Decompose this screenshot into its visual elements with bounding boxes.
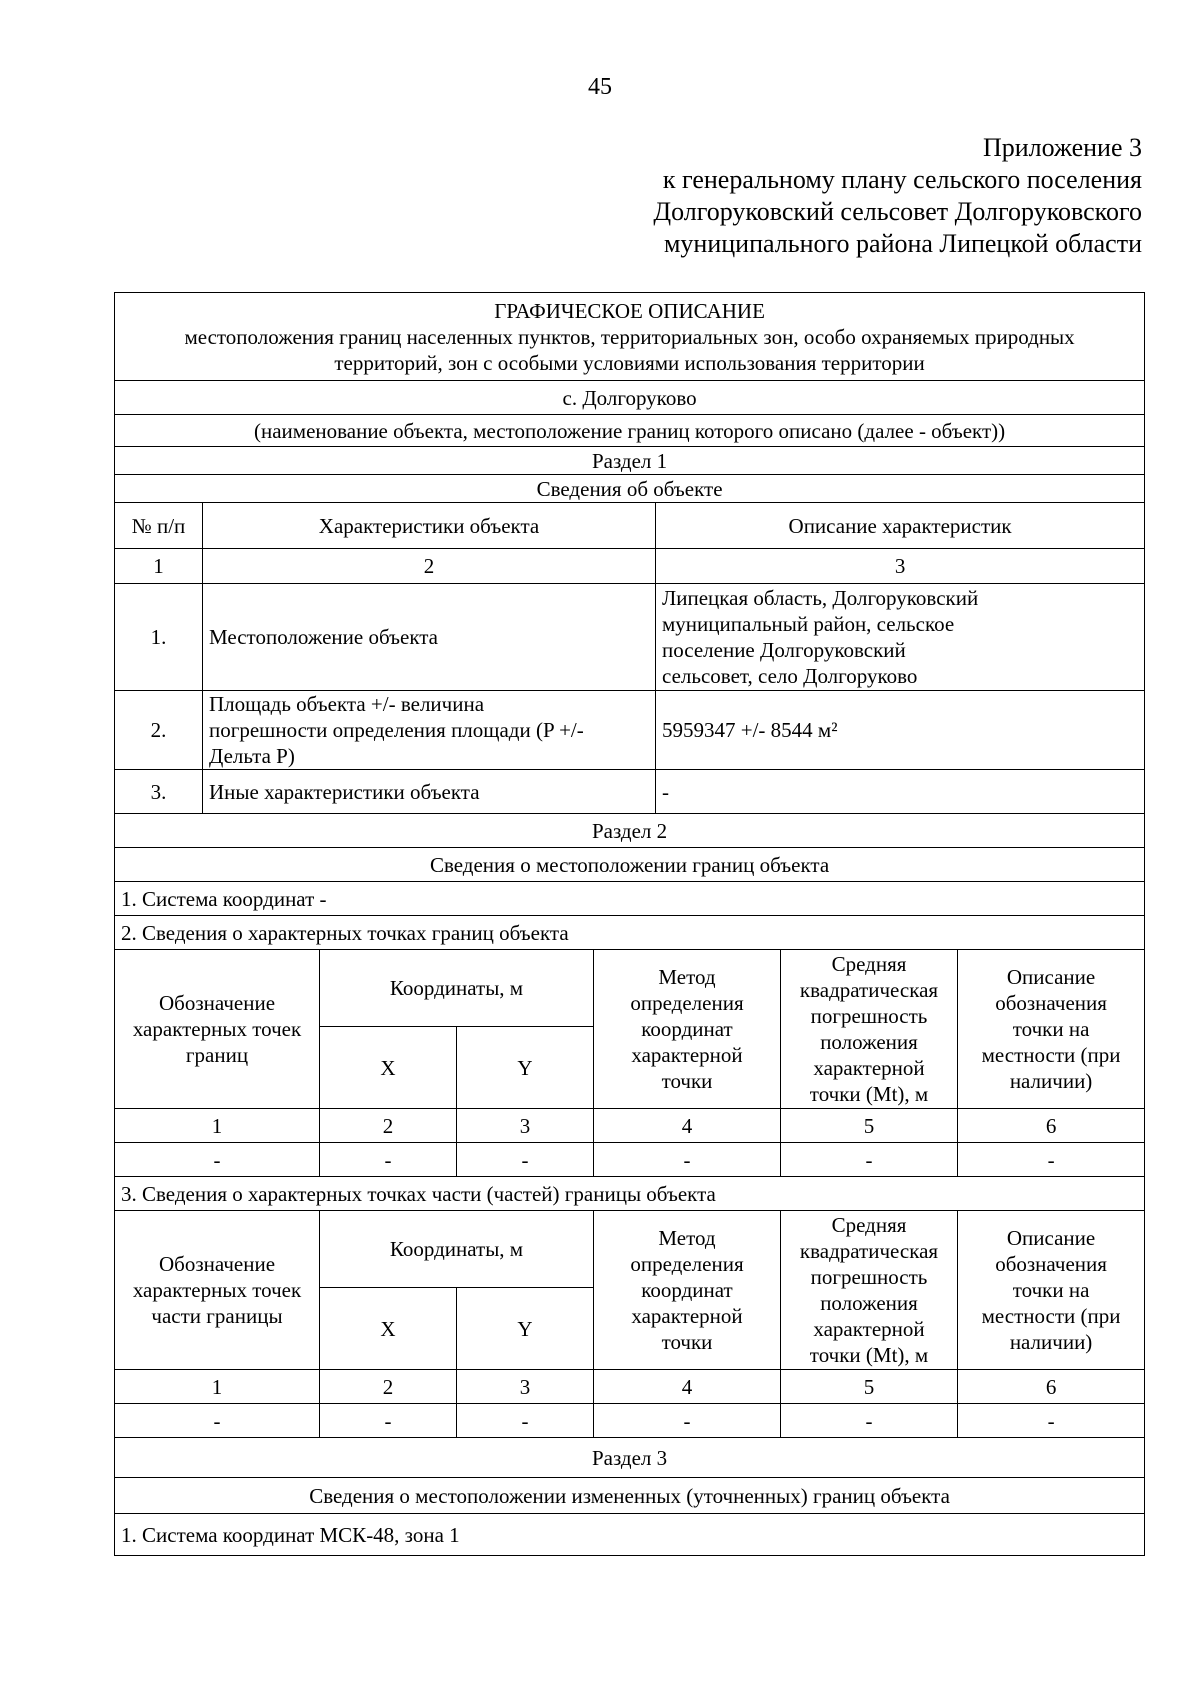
header-line: точки	[661, 1330, 713, 1354]
points-col-numbers	[115, 1109, 1145, 1143]
header-line: характерной	[631, 1304, 743, 1328]
header-line: определения	[630, 1252, 744, 1276]
header-line: квадратическая	[799, 1239, 939, 1263]
column-number: 6	[958, 1109, 1145, 1143]
object-name: с. Долгоруково	[115, 381, 1145, 415]
section3-title: Раздел 3	[115, 1438, 1145, 1478]
header-line: положения	[820, 1291, 918, 1315]
table-row	[115, 916, 1145, 950]
table-row	[115, 447, 1145, 475]
column-number: 5	[781, 1109, 958, 1143]
method-header	[594, 1211, 781, 1370]
table-row	[115, 1404, 1145, 1438]
header-line: наличии)	[1009, 1330, 1093, 1354]
section1-title: Раздел 1	[115, 447, 1145, 475]
header-line: характерной	[813, 1056, 925, 1080]
description-line: муниципальный район, сельское	[662, 612, 955, 636]
header-line: характерной	[631, 1043, 743, 1067]
x-header: X	[320, 1027, 457, 1109]
section1-subtitle: Сведения об объекте	[115, 475, 1145, 503]
row-number: 3.	[115, 770, 203, 814]
table-cell: -	[457, 1143, 594, 1177]
header-line: координат	[641, 1278, 733, 1302]
column-number: 3	[656, 549, 1145, 584]
name-line: погрешности определения площади (P +/- Дельта P)	[209, 718, 584, 768]
coordinate-system: 1. Система координат МСК-48, зона 1	[115, 1514, 1145, 1556]
table-header-row	[115, 293, 1145, 381]
column-number: 2	[320, 1370, 457, 1404]
x-header: X	[320, 1288, 457, 1370]
header-line: характерных точек	[132, 1278, 302, 1302]
graphic-description-table	[114, 292, 1145, 1556]
header-line: части границы	[151, 1304, 283, 1328]
header-line: точки на	[1012, 1017, 1090, 1041]
column-header: № п/п	[115, 503, 203, 549]
table-row	[115, 584, 1145, 691]
header-line: Обозначение	[158, 991, 276, 1015]
table-cell: -	[594, 1143, 781, 1177]
header-line: точки (Mt), м	[809, 1082, 929, 1106]
page-number: 45	[588, 74, 612, 100]
header-line: границ	[185, 1043, 249, 1067]
designation-header	[115, 950, 320, 1109]
header-line: точки (Mt), м	[809, 1343, 929, 1367]
point-description-header	[958, 1211, 1145, 1370]
header-line: определения	[630, 991, 744, 1015]
characteristic-description: 5959347 +/- 8544 м²	[656, 691, 1145, 770]
table-cell: -	[115, 1404, 320, 1438]
section1-header-row	[115, 503, 1145, 549]
table-cell: -	[115, 1143, 320, 1177]
coordinates-header: Координаты, м	[320, 1211, 594, 1288]
table-row	[115, 1177, 1145, 1211]
appendix-block	[653, 132, 1142, 260]
section1-col-numbers	[115, 549, 1145, 584]
table-cell: -	[781, 1404, 958, 1438]
header-line: местности (при	[981, 1043, 1121, 1067]
column-number: 6	[958, 1370, 1145, 1404]
header-line: характерной	[813, 1317, 925, 1341]
column-number: 1	[115, 549, 203, 584]
header-line: обозначения	[995, 1252, 1107, 1276]
header-line: обозначения	[995, 991, 1107, 1015]
column-number: 3	[457, 1370, 594, 1404]
error-header	[781, 1211, 958, 1370]
characteristic-name	[203, 691, 656, 770]
header-line: Описание	[1006, 965, 1096, 989]
points-header-row	[115, 950, 1145, 1027]
header-line: погрешность	[810, 1004, 928, 1028]
table-row	[115, 1514, 1145, 1556]
header-line: Метод	[658, 965, 716, 989]
appendix-line: Долгоруковский сельсовет Долгоруковского	[653, 197, 1142, 226]
header-line: характерных точек	[132, 1017, 302, 1041]
document-subtitle: территорий, зон с особыми условиями использования территории	[334, 350, 925, 375]
parts-header-row	[115, 1211, 1145, 1288]
column-number: 4	[594, 1370, 781, 1404]
table-cell: -	[594, 1404, 781, 1438]
section2-title: Раздел 2	[115, 814, 1145, 848]
header-line: Средняя	[831, 1213, 907, 1237]
section2-subtitle: Сведения о местоположении границ объекта	[115, 848, 1145, 882]
row-number: 2.	[115, 691, 203, 770]
method-header	[594, 950, 781, 1109]
table-row	[115, 475, 1145, 503]
characteristic-description: -	[656, 770, 1145, 814]
table-cell: -	[320, 1143, 457, 1177]
appendix-line: муниципального района Липецкой области	[663, 229, 1142, 258]
error-header	[781, 950, 958, 1109]
table-row	[115, 882, 1145, 916]
coordinates-header: Координаты, м	[320, 950, 594, 1027]
table-row	[115, 1438, 1145, 1478]
table-header	[115, 293, 1145, 381]
appendix-line: к генеральному плану сельского поселения	[662, 165, 1142, 194]
object-caption: (наименование объекта, местоположение границ которого описано (далее - объект))	[115, 415, 1145, 447]
table-cell: -	[958, 1143, 1145, 1177]
table-row	[115, 381, 1145, 415]
parts-title: 3. Сведения о характерных точках части (частей) границы объекта	[115, 1177, 1145, 1211]
header-line: Метод	[658, 1226, 716, 1250]
table-row	[115, 848, 1145, 882]
parts-col-numbers	[115, 1370, 1145, 1404]
designation-header	[115, 1211, 320, 1370]
header-line: местности (при	[981, 1304, 1121, 1328]
column-number: 1	[115, 1370, 320, 1404]
points-title: 2. Сведения о характерных точках границ объекта	[115, 916, 1145, 950]
header-line: погрешность	[810, 1265, 928, 1289]
header-line: координат	[641, 1017, 733, 1041]
table-row	[115, 691, 1145, 770]
section3-subtitle: Сведения о местоположении измененных (уточненных) границ объекта	[115, 1478, 1145, 1514]
column-number: 1	[115, 1109, 320, 1143]
appendix-line: Приложение 3	[982, 133, 1142, 162]
characteristic-description	[656, 584, 1145, 691]
characteristic-name: Местоположение объекта	[203, 584, 656, 691]
table-cell: -	[958, 1404, 1145, 1438]
header-line: Обозначение	[158, 1252, 276, 1276]
column-number: 5	[781, 1370, 958, 1404]
document-subtitle: местоположения границ населенных пунктов, территориальных зон, особо охраняемых природных	[184, 324, 1075, 349]
table-cell: -	[457, 1404, 594, 1438]
column-number: 3	[457, 1109, 594, 1143]
description-line: Липецкая область, Долгоруковский	[662, 586, 979, 610]
table-cell: -	[320, 1404, 457, 1438]
row-number: 1.	[115, 584, 203, 691]
column-number: 2	[203, 549, 656, 584]
name-line: Площадь объекта +/- величина	[209, 692, 485, 716]
column-number: 4	[594, 1109, 781, 1143]
header-line: квадратическая	[799, 978, 939, 1002]
description-line: поселение Долгоруковский	[662, 638, 906, 662]
coordinate-system: 1. Система координат -	[115, 882, 1145, 916]
table-row	[115, 814, 1145, 848]
header-line: точки	[661, 1069, 713, 1093]
table-row	[115, 415, 1145, 447]
point-description-header	[958, 950, 1145, 1109]
column-header: Характеристики объекта	[203, 503, 656, 549]
table-row	[115, 1478, 1145, 1514]
header-line: наличии)	[1009, 1069, 1093, 1093]
table-row	[115, 1143, 1145, 1177]
header-line: положения	[820, 1030, 918, 1054]
table-row	[115, 770, 1145, 814]
description-line: сельсовет, село Долгоруково	[662, 664, 918, 688]
y-header: Y	[457, 1288, 594, 1370]
column-number: 2	[320, 1109, 457, 1143]
table-cell: -	[781, 1143, 958, 1177]
header-line: Средняя	[831, 952, 907, 976]
header-line: точки на	[1012, 1278, 1090, 1302]
document-title: ГРАФИЧЕСКОЕ ОПИСАНИЕ	[494, 298, 765, 323]
characteristic-name: Иные характеристики объекта	[203, 770, 656, 814]
y-header: Y	[457, 1027, 594, 1109]
header-line: Описание	[1006, 1226, 1096, 1250]
column-header: Описание характеристик	[656, 503, 1145, 549]
